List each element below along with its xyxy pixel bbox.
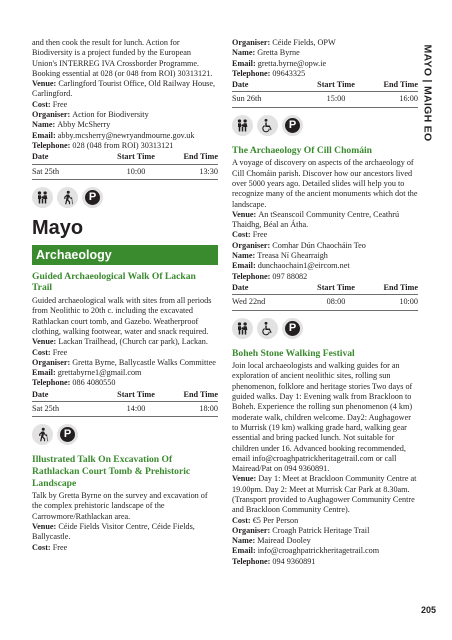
date-table-row: Sat 25th 10:00 13:30	[32, 165, 218, 180]
name-line: Name: Gretta Byrne	[232, 48, 300, 58]
organiser-line: Organiser: Comhar Dún Chaocháin Teo	[232, 240, 366, 250]
facility-icons	[232, 318, 418, 339]
date-table-header: Date Start Time End Time	[232, 283, 418, 295]
event-description: Talk by Gretta Byrne on the survey and excavation of the complex prehistoric landscape of the Carrowmore/Rathlackan area.	[32, 491, 208, 521]
name-line: Name: Abby McSherry	[32, 120, 111, 130]
telephone-line: Telephone: 09643325	[232, 68, 306, 78]
event-title: Boheh Stone Walking Festival	[232, 347, 355, 359]
walking-icon	[32, 424, 53, 445]
date-table-row: Sun 26th 15:00 16:00	[232, 92, 418, 107]
telephone-line: Telephone: 097 88082	[232, 271, 308, 281]
event-title: Illustrated Talk On Excavation Of Rathlackan Court Tomb & Prehistoric Landscape	[32, 454, 191, 489]
venue-line: Venue: Céide Fields Visitor Centre, Céide Fields, Ballycastle.	[32, 521, 195, 542]
event-description: Guided archaeological walk with sites from all periods from Neolithic to 20th c. including the excavated Rathlackan court tomb, and Gazebo. Weatherproof clothing, walking footwear, water and snack required.	[32, 296, 212, 336]
date-table-row: Sat 25th 14:00 18:00	[32, 402, 218, 417]
facility-icons	[32, 187, 218, 208]
cost-line: Cost: Free	[232, 230, 268, 240]
parking-icon: P	[82, 187, 103, 208]
cost-line: Cost: €5 Per Person	[232, 515, 299, 525]
email-line: Email: abby.mcsherry@newryandmourne.gov.uk	[32, 130, 195, 140]
intro-paragraph: and then cook the result for lunch. Action for Biodiversity is a project funded by the European Union's INTERREG IVA Crossborder Programme. Booking essential at 028 (or 048 from ROI) 30313121.	[32, 38, 213, 78]
cost-line: Cost: Free	[32, 347, 68, 357]
walking-icon	[57, 187, 78, 208]
wheelchair-icon	[257, 115, 278, 136]
organiser-line: Organiser: Céide Fields, OPW	[232, 38, 336, 47]
telephone-line: Telephone: 086 4080550	[32, 378, 116, 388]
name-line: Name: Treasa Ní Ghearraigh	[232, 251, 328, 261]
email-link[interactable]: info@croaghpatrickheritagetrail.com	[257, 546, 380, 556]
venue-line: Venue: An tSeanscoil Community Centre, Ceathrú Thaidhg, Béal an Átha.	[232, 209, 400, 230]
event-title: The Archaeology Of Cill Chomáin	[232, 144, 373, 156]
venue-line: Venue: Day 1: Meet at Brackloon Community Centre at 19.00pm. Day 2: Meet at Murrisk Car Park at 8.30am. (Transport provided to Aughagower Community Centre and Brackloon Community Centre).	[232, 474, 417, 515]
date-table-header: Date Start Time End Time	[32, 390, 218, 402]
organiser-line: Organiser: Croagh Patrick Heritage Trail	[232, 525, 370, 535]
page-number: 205	[421, 605, 437, 615]
email-line: Email: grettabyrne1@gmail.com	[32, 368, 142, 378]
cost-line: Cost: Free	[32, 99, 68, 109]
email-line: Email: dunchaochain1@eircom.net	[232, 261, 350, 271]
county-heading: Mayo	[32, 216, 84, 239]
email-link[interactable]: gretta.byrne@opw.ie	[257, 58, 327, 68]
family-icon	[232, 318, 253, 339]
email-link[interactable]: grettabyrne1@gmail.com	[57, 368, 142, 378]
parking-icon: P	[282, 115, 303, 136]
parking-icon: P	[282, 318, 303, 339]
organiser-line: Organiser: Action for Biodiversity	[32, 110, 149, 120]
facility-icons	[32, 424, 218, 445]
venue-line: Venue: Carlingford Tourist Office, Old Railway House, Carlingford.	[32, 79, 216, 99]
venue-line: Venue: Lackan Trailhead, (Church car park), Lackan.	[32, 337, 208, 347]
email-line: Email: info@croaghpatrickheritagetrail.com	[232, 546, 380, 556]
left-column	[32, 38, 218, 553]
email-link[interactable]: dunchaochain1@eircom.net	[257, 261, 350, 271]
date-table-row: Wed 22nd 08:00 10:00	[232, 295, 418, 310]
cost-line: Cost: Free	[32, 542, 68, 552]
county-side-tab: MAYO | MAIGH EO	[421, 44, 433, 142]
telephone-line: Telephone: 028 (048 from ROI) 30313121	[32, 140, 174, 150]
facility-icons	[232, 115, 418, 136]
date-table-header: Date Start Time End Time	[32, 152, 218, 164]
parking-icon: P	[57, 424, 78, 445]
email-line: Email: gretta.byrne@opw.ie	[232, 58, 327, 68]
wheelchair-icon	[257, 318, 278, 339]
telephone-line: Telephone: 094 9360891	[232, 556, 316, 566]
event-description: A voyage of discovery on aspects of the archaeology of Cill Chomáin parish. Discover how our ancestors lived over 5000 years ago. Detailed slides will help you to recognize many of the ancient monuments which dot the landscape.	[232, 158, 418, 209]
family-icon	[32, 187, 53, 208]
date-table-header: Date Start Time End Time	[232, 80, 418, 92]
right-column	[232, 38, 418, 567]
email-link[interactable]: abby.mcsherry@newryandmourne.gov.uk	[57, 130, 195, 140]
name-line: Name: Mairead Dooley	[232, 536, 311, 546]
family-icon	[232, 115, 253, 136]
event-description: Join local archaeologists and walking guides for an exploration of ancient neolithic sites, rolling sun phenomenon, folklore and heritage stories Two days of guided walks. Day 1: Evening walk from Brackloon to Boheh. Experience the rolling sun phenomenon (4 km) moderate walk, children welcome. Day2: Aughagower to Murrisk (19 km) walking grade hard, walking gear essential and bring packed lunch. Not suitable for children under 16. Advanced booking recommended, email info@croaghpatrickheritagetrail.com or call Mairead/Pat on 094 9360891.	[232, 361, 413, 474]
event-title: Guided Archaeological Walk Of Lackan Trail	[32, 270, 196, 294]
section-heading: Archaeology	[32, 245, 218, 265]
organiser-line: Organiser: Gretta Byrne, Ballycastle Walks Committee	[32, 357, 216, 367]
